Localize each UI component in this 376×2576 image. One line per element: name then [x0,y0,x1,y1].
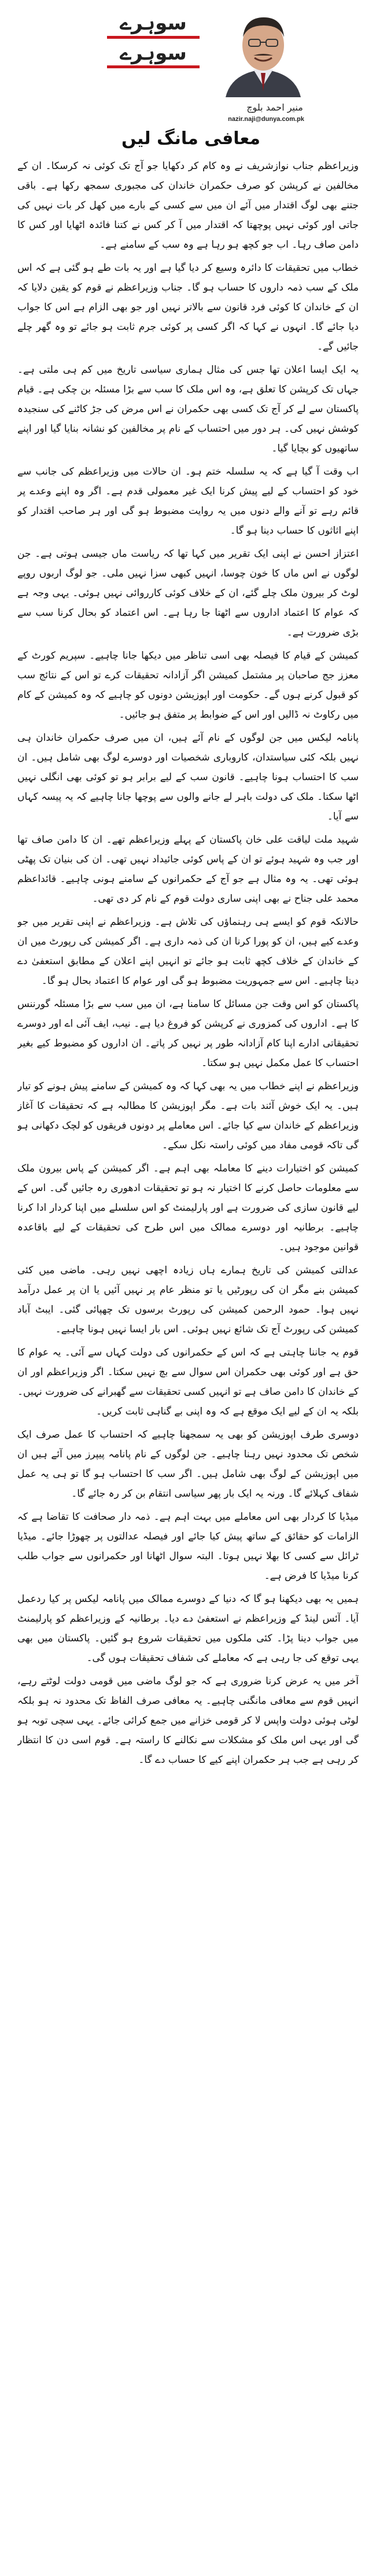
article-paragraph: خطاب میں تحقیقات کا دائرہ وسیع کر دیا گیا ہے اور یہ بات طے ہو گئی ہے کہ اس ملک کے سب ذمہ داروں کا حساب ہو گا۔ جناب وزیراعظم نے قوم کو یقین دلایا کہ ان کے خاندان کا کوئی فرد قانون سے بالاتر نہیں اور جو بھی الزام ہے اس کا جواب دیا جائے گا۔ انہوں نے کہا کہ اگر کسی پر کوئی جرم ثابت ہو جائے تو وہ گھر چلے جائیں گے۔ [17,262,359,352]
article-paragraph: کمیشن کے قیام کا فیصلہ بھی اسی تناظر میں دیکھا جانا چاہیے۔ سپریم کورٹ کے معزز جج صاحبان پر مشتمل کمیشن اگر آزادانہ تحقیقات کرے تو اس کے نتائج سب کو قبول کرنے ہوں گے۔ حکومت اور اپوزیشن دونوں کو چاہیے کہ وہ کمیشن کے کام میں رکاوٹ نہ ڈالیں اور اس کے ضوابط پر متفق ہو جائیں۔ [17,650,359,721]
article-paragraph: پانامہ لیکس میں جن لوگوں کے نام آئے ہیں، ان میں صرف حکمران خاندان ہی نہیں بلکہ کئی سیاستدان، کاروباری شخصیات اور دوسرے لوگ بھی شامل ہیں۔ ان سب کا احتساب ہونا چاہیے۔ قانون سب کے لیے برابر ہو تو کوئی بھی انگلی نہیں اٹھا سکتا۔ ملک کی دولت باہر لے جانے والوں سے پوچھا جانا چاہیے کہ یہ پیسہ کہاں سے آیا۔ [17,732,359,822]
author-portrait [220,5,307,97]
article-paragraph: وزیراعظم نے اپنے خطاب میں یہ بھی کہا کہ وہ کمیشن کے سامنے پیش ہونے کو تیار ہیں۔ یہ ایک خوش آئند بات ہے۔ مگر اپوزیشن کا مطالبہ ہے کہ تحقیقات کا آغاز وزیراعظم کے خاندان سے کیا جائے۔ اس معاملے پر دونوں فریقوں کو لچک دکھانی ہو گی تاکہ قومی مفاد میں کوئی راستہ نکل سکے۔ [17,1081,359,1151]
article-paragraph: یہ ایک ایسا اعلان تھا جس کی مثال ہماری سیاسی تاریخ میں کم ہی ملتی ہے۔ جہاں تک کرپشن کا تعلق ہے، وہ اس ملک کا سب سے بڑا مسئلہ بن چکی ہے۔ قیام پاکستان سے لے کر آج تک کسی بھی حکمران نے اس مرض کی جڑ کاٹنے کی سنجیدہ کوشش نہیں کی۔ ہر دور میں احتساب کے نام پر مخالفین کو نشانہ بنایا گیا اور اپنے ساتھیوں کو بچایا گیا۔ [17,364,359,454]
brand-underline-top [107,36,200,39]
column-title: معافی مانگ لیں [121,128,260,149]
article-paragraph: میڈیا کا کردار بھی اس معاملے میں بہت اہم ہے۔ ذمہ دار صحافت کا تقاضا ہے کہ الزامات کو حقائق کے ساتھ پیش کیا جائے اور فیصلہ عدالتوں پر چھوڑا جائے۔ میڈیا ٹرائل سے کسی کا بھلا نہیں ہوتا۔ البتہ سوال اٹھانا اور حکمرانوں سے جواب طلب کرنا میڈیا کا فرض ہے۔ [17,1511,359,1582]
article-paragraph: عدالتی کمیشن کی تاریخ ہمارے ہاں زیادہ اچھی نہیں رہی۔ ماضی میں کئی کمیشن بنے مگر ان کی رپورٹیں یا تو منظر عام پر نہیں آئیں یا ان پر عمل درآمد نہیں ہوا۔ حمود الرحمن کمیشن کی رپورٹ برسوں تک چھپائی گئی۔ ایبٹ آباد کمیشن کی رپورٹ آج تک شائع نہیں ہوئی۔ اس بار ایسا نہیں ہونا چاہیے۔ [17,1265,359,1335]
author-portrait-image [220,5,307,97]
brand-underline-bottom [107,65,200,68]
column-masthead [0,0,376,150]
column-brand-logo [98,10,208,68]
author-email: nazir.naji@dunya.com.pk [228,116,304,123]
article-paragraph: پاکستان کو اس وقت جن مسائل کا سامنا ہے، ان میں سب سے بڑا مسئلہ گورننس کا ہے۔ اداروں کی کمزوری نے کرپشن کو فروغ دیا ہے۔ نیب، ایف آئی اے اور دوسرے تحقیقاتی ادارے اپنا کام آزادانہ طور پر نہیں کر پاتے۔ ان اداروں کو مضبوط کیے بغیر احتساب کا عمل مکمل نہیں ہو سکتا۔ [17,998,359,1069]
article-paragraph: وزیراعظم جناب نوازشریف نے وہ کام کر دکھایا جو آج تک کوئی نہ کرسکا۔ ان کے مخالفین نے کرپشن کو صرف حکمران خاندان کی مجبوری سمجھ رکھا ہے۔ باقی جتنے بھی لوگ اقتدار میں آئے ان میں سے کسی کے بارے میں کھل کر بات نہیں کی جاتی اور کوئی نہیں پوچھتا کہ اقتدار میں آ کر کس نے کتنا فائدہ اٹھایا اور کس کا دامن صاف رہا۔ اب جو کچھ ہو رہا ہے وہ سب کے سامنے ہے۔ [17,160,359,251]
brand-line-top: سوہرے [120,12,187,35]
article-paragraph: قوم یہ جاننا چاہتی ہے کہ اس کے حکمرانوں کی دولت کہاں سے آئی۔ یہ عوام کا حق ہے اور کوئی بھی حکمران اس سوال سے بچ نہیں سکتا۔ اگر وزیراعظم اور ان کے خاندان کا دامن صاف ہے تو انہیں کسی تحقیقات سے گھبرانے کی ضرورت نہیں۔ بلکہ یہ ان کے لیے ایک موقع ہے کہ وہ اپنی بے گناہی ثابت کریں۔ [17,1347,359,1417]
article-body [17,156,359,2564]
article-paragraph: اعتزاز احسن نے اپنی ایک تقریر میں کہا تھا کہ ریاست ماں جیسی ہوتی ہے۔ جن لوگوں نے اس ماں کا خون چوسا، انہیں کبھی سزا نہیں ملی۔ جو لوگ اربوں روپے لوٹ کر بیرون ملک چلے گئے، ان کے خلاف کوئی کارروائی نہیں ہوئی۔ یہی وجہ ہے کہ عوام کا اعتماد اداروں سے اٹھتا جا رہا ہے۔ اس اعتماد کو بحال کرنا سب سے بڑی ضرورت ہے۔ [17,548,359,638]
article-paragraph: دوسری طرف اپوزیشن کو بھی یہ سمجھنا چاہیے کہ احتساب کا عمل صرف ایک شخص تک محدود نہیں رہنا چاہیے۔ جن لوگوں کے نام پانامہ پیپرز میں آئے ہیں ان میں اپوزیشن کے لوگ بھی شامل ہیں۔ اگر سب کا احتساب ہو گا تو ہی یہ عمل شفاف کہلائے گا۔ ورنہ یہ ایک بار پھر سیاسی انتقام بن کر رہ جائے گا۔ [17,1429,359,1500]
article-paragraph: حالانکہ قوم کو ایسے ہی رہنماؤں کی تلاش ہے۔ وزیراعظم نے اپنی تقریر میں جو وعدے کیے ہیں، ان کو پورا کرنا ان کی ذمہ داری ہے۔ اگر کمیشن کی رپورٹ میں ان کے خاندان کے خلاف کچھ ثابت ہو جائے تو انہیں اپنے اعلان کے مطابق استعفیٰ دے دینا چاہیے۔ اس سے جمہوریت مضبوط ہو گی اور عوام کا اعتماد بحال ہو گا۔ [17,916,359,987]
article-paragraph: آخر میں یہ عرض کرنا ضروری ہے کہ جو لوگ ماضی میں قومی دولت لوٹتے رہے، انہیں قوم سے معافی مانگنی چاہیے۔ یہ معافی صرف الفاظ تک محدود نہ ہو بلکہ لوٹی ہوئی دولت واپس لا کر قومی خزانے میں جمع کرائی جائے۔ یہی سچی توبہ ہو گی اور یہی اس ملک کو مشکلات سے نکالنے کا راستہ ہے۔ قوم اسی دن کا انتظار کر رہی ہے جب ہر حکمران اپنے کیے کا حساب دے گا۔ [17,1675,359,1766]
article-paragraph: کمیشن کو اختیارات دینے کا معاملہ بھی اہم ہے۔ اگر کمیشن کے پاس بیرون ملک سے معلومات حاصل کرنے کا اختیار نہ ہو تو تحقیقات ادھوری رہ جائیں گی۔ اس کے لیے قانون سازی کی ضرورت ہے اور پارلیمنٹ کو اس سلسلے میں اپنا کردار ادا کرنا چاہیے۔ برطانیہ اور دوسرے ممالک میں اس طرح کی تحقیقات کے لیے باقاعدہ قوانین موجود ہیں۔ [17,1163,359,1253]
article-paragraph: ہمیں یہ بھی دیکھنا ہو گا کہ دنیا کے دوسرے ممالک میں پانامہ لیکس پر کیا ردعمل آیا۔ آئس لینڈ کے وزیراعظم نے استعفیٰ دے دیا۔ برطانیہ کے وزیراعظم کو پارلیمنٹ میں جواب دینا پڑا۔ کئی ملکوں میں تحقیقات شروع ہو گئیں۔ پاکستان میں بھی یہی توقع کی جا رہی ہے کہ معاملے کی شفاف تحقیقات ہوں گی۔ [17,1593,359,1664]
brand-line-bottom: سوہرے [120,42,187,65]
author-name: منیر احمد بلوچ [246,102,303,113]
article-paragraph: اب وقت آ گیا ہے کہ یہ سلسلہ ختم ہو۔ ان حالات میں وزیراعظم کی جانب سے خود کو احتساب کے لیے پیش کرنا ایک غیر معمولی قدم ہے۔ اگر وہ اپنے وعدے پر قائم رہے تو آنے والے دنوں میں یہ روایت مضبوط ہو گی اور ہر صاحب اقتدار کو اپنے اثاثوں کا حساب دینا ہو گا۔ [17,466,359,536]
article-paragraph: شہید ملت لیاقت علی خان پاکستان کے پہلے وزیراعظم تھے۔ ان کا دامن صاف تھا اور جب وہ شہید ہوئے تو ان کے پاس کوئی جائیداد نہیں تھی۔ ان کی بنیان تک پھٹی ہوئی تھی۔ یہ وہ مثال ہے جو آج کے حکمرانوں کے سامنے ہونی چاہیے۔ قائداعظم محمد علی جناح نے بھی اپنی ساری دولت قوم کے نام کر دی تھی۔ [17,834,359,905]
